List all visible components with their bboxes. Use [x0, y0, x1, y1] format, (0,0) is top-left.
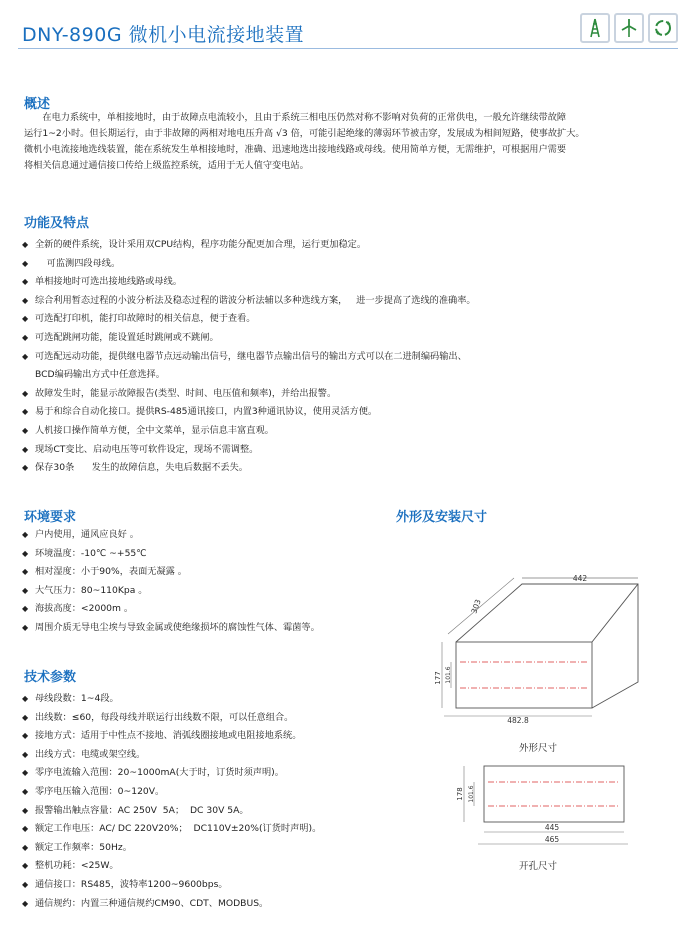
cutout-width-outer-label: 465	[544, 835, 560, 844]
environment-list	[22, 526, 320, 638]
recycle-icon	[648, 13, 678, 43]
list-item: ◆ 出线数：≤60，每段母线并联运行出线数不限，可以任意组合。	[22, 709, 321, 728]
list-item: ◆ 额定工作频率：50Hz。	[22, 839, 321, 858]
specs-list	[22, 690, 321, 913]
list-item: ◆ 全新的硬件系统，设计采用双CPU结构，程序功能分配更加合理，运行更加稳定。	[22, 236, 476, 255]
list-item: ◆ 额定工作电压：AC/ DC 220V20%； DC110V±20%(订货时声明)。	[22, 820, 321, 839]
header-icons	[580, 13, 678, 43]
list-item: ◆ 大气压力：80~110Kpa 。	[22, 582, 320, 601]
dimensions-heading: 外形及安装尺寸	[396, 510, 488, 525]
outline-height-outer-label: 177	[434, 671, 442, 685]
list-item: ◆ 零序电流输入范围：20~1000mA(大于时，订货时须声明)。	[22, 764, 321, 783]
outline-drawing	[430, 570, 660, 730]
wind-turbine-icon	[614, 13, 644, 43]
overview-paragraph	[24, 110, 684, 174]
overview-line: 微机小电流接地选线装置，能在系统发生单相接地时，准确、迅速地选出接地线路或母线。使用简单方便，无需维护，可根据用户需要	[24, 144, 567, 155]
outline-caption: 外形尺寸	[519, 743, 558, 754]
header-divider	[18, 48, 678, 49]
list-item: ◆ 零序电压输入范围：0~120V。	[22, 783, 321, 802]
list-item-continuation: BCD编码输出方式中任意选择。	[35, 369, 165, 381]
list-item: ◆ 现场CT变比、启动电压等可软件设定，现场不需调整。	[22, 441, 476, 460]
environment-heading: 环境要求	[24, 510, 77, 525]
cutout-width-inner-label: 445	[544, 823, 560, 832]
list-item: ◆ 户内使用，通风应良好 。	[22, 526, 320, 545]
cutout-drawing	[452, 758, 632, 853]
list-item: ◆ 通信规约：内置三种通信规约CM90、CDT、MODBUS。	[22, 895, 321, 914]
list-item: ◆ 环境温度：-10℃ ~+55℃	[22, 545, 320, 564]
overview-line: 运行1~2小时。但长期运行，由于非故障的两相对地电压升高 √3 倍，可能引起绝缘的薄弱环节被击穿，发展成为相间短路，使事故扩大。	[24, 128, 585, 139]
list-item: ◆ 易于和综合自动化接口。提供RS-485通讯接口，内置3种通讯协议，使用灵活方便。	[22, 403, 476, 422]
cutout-height-outer-label: 178	[456, 787, 464, 801]
list-item: ◆ 相对湿度：小于90%，表面无凝露 。	[22, 563, 320, 582]
list-item: ◆ 通信接口：RS485，波特率1200~9600bps。	[22, 876, 321, 895]
list-item: ◆ 报警输出触点容量：AC 250V 5A； DC 30V 5A。	[22, 802, 321, 821]
outline-depth-label: 303	[469, 598, 483, 615]
specs-heading: 技术参数	[24, 670, 77, 685]
list-item: ◆ 海拔高度：<2000m 。	[22, 600, 320, 619]
list-item: ◆ 可选配打印机，能打印故障时的相关信息，便于查看。	[22, 310, 476, 329]
list-item: ◆ 接地方式：适用于中性点不接地、消弧线圈接地或电阻接地系统。	[22, 727, 321, 746]
features-list	[22, 236, 476, 478]
list-item: ◆ 周围介质无导电尘埃与导致金属或使绝缘损坏的腐蚀性气体、霉菌等。	[22, 619, 320, 638]
cutout-caption: 开孔尺寸	[519, 861, 558, 872]
outline-width-bottom-label: 482.8	[507, 716, 529, 725]
list-item: ◆ 整机功耗：<25W。	[22, 857, 321, 876]
features-heading: 功能及特点	[24, 216, 90, 231]
list-item: ◆ 故障发生时，能显示故障报告(类型、时间、电压值和频率)，并给出报警。	[22, 385, 476, 404]
overview-line: 在电力系统中，单相接地时，由于故障点电流较小，且由于系统三相电压仍然对称不影响对负荷的正常供电，一般允许继续带故障	[42, 112, 567, 123]
list-item: ◆ 综合利用暂态过程的小波分析法及稳态过程的谐波分析法辅以多种选线方案， 进一步提高了选线的准确率。	[22, 292, 476, 311]
list-item: ◆ 可选配远动功能，提供继电器节点远动输出信号，继电器节点输出信号的输出方式可以在二进制编码输出、	[22, 348, 476, 367]
list-item: ◆ 母线段数：1~4段。	[22, 690, 321, 709]
page-title: DNY-890G 微机小电流接地装置	[22, 24, 305, 46]
overview-line: 将相关信息通过通信接口传给上级监控系统，适用于无人值守变电站。	[24, 160, 309, 171]
list-item: ◆ 单相接地时可选出接地线路或母线。	[22, 273, 476, 292]
outline-width-top-label: 442	[572, 574, 588, 583]
list-item: ◆ 可选配跳闸功能，能设置延时跳闸或不跳闸。	[22, 329, 476, 348]
overview-heading: 概述	[24, 97, 51, 112]
list-item: ◆ 出线方式：电缆或架空线。	[22, 746, 321, 765]
tower-icon	[580, 13, 610, 43]
outline-height-inner-label: 101.6	[445, 666, 452, 684]
list-item: ◆ 保存30条 发生的故障信息，失电后数据不丢失。	[22, 459, 476, 478]
list-item: ◆ 人机接口操作简单方便，全中文菜单，显示信息丰富直观。	[22, 422, 476, 441]
list-item: ◆ 可监测四段母线。	[22, 255, 476, 274]
cutout-height-inner-label: 101.6	[468, 785, 475, 803]
